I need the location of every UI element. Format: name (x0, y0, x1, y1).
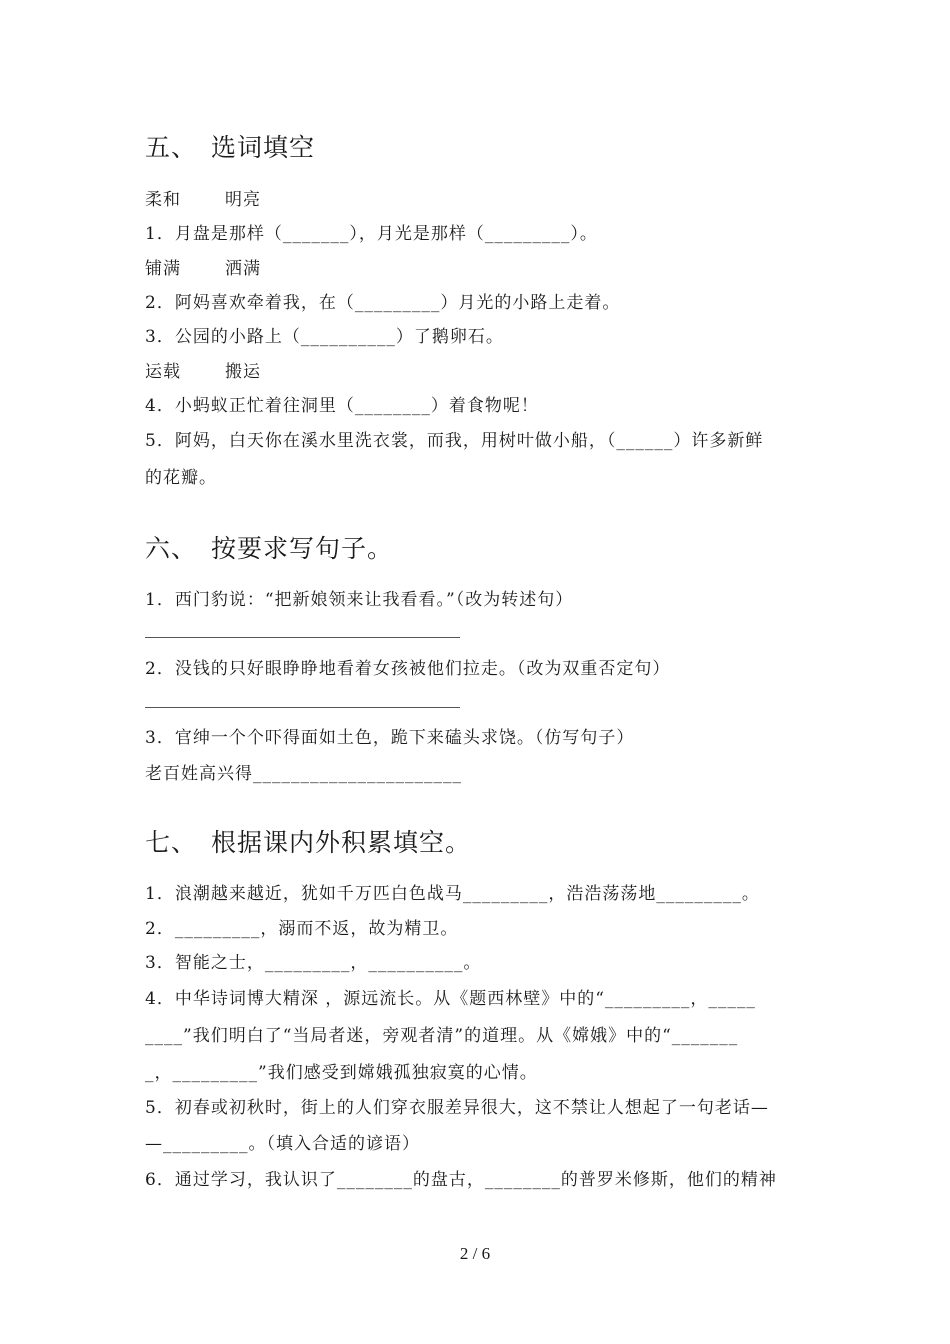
question-7-5-line2: —_________。（填入合适的谚语） (145, 1134, 420, 1154)
question-5-3: 3．公园的小路上（__________）了鹅卵石。 (145, 327, 504, 347)
question-5-5-line2: 的花瓣。 (145, 468, 217, 488)
question-5-2: 2．阿妈喜欢牵着我，在（_________）月光的小路上走着。 (145, 293, 621, 313)
section-5-heading (145, 128, 315, 164)
word-choice: 柔和 (145, 190, 181, 210)
question-6-2: 2．没钱的只好眼睁睁地看着女孩被他们拉走。（改为双重否定句） (145, 659, 671, 679)
section-7-title: 根据课内外积累填空。 (211, 828, 472, 857)
section-5-number: 五、 (145, 133, 198, 162)
section-6-number: 六、 (145, 534, 198, 563)
question-7-4-line1: 4．中华诗词博大精深 ，源远流长。从《题西林壁》中的“_________，_____ (145, 989, 756, 1009)
answer-line (145, 707, 460, 708)
question-6-3: 3．官绅一个个吓得面如土色，跪下来磕头求饶。（仿写句子） (145, 728, 635, 748)
word-choice: 搬运 (225, 362, 261, 382)
question-7-1: 1．浪潮越来越近，犹如千万匹白色战马_________，浩浩荡荡地_________。 (145, 884, 760, 904)
question-7-4-line2: ____”我们明白了“当局者迷，旁观者清”的道理。从《嫦娥》中的“_______ (145, 1026, 739, 1046)
question-7-2: 2．_________，溺而不返，故为精卫。 (145, 919, 459, 939)
word-choice: 明亮 (225, 190, 261, 210)
question-7-6-line1: 6．通过学习，我认识了________的盘古，________的普罗米修斯，他们的精神 (145, 1170, 777, 1190)
section-6-title: 按要求写句子。 (211, 534, 394, 563)
question-7-4-line3: _，_________”我们感受到嫦娥孤独寂寞的心情。 (145, 1063, 538, 1083)
section-6-heading (145, 529, 393, 565)
word-choices-a (145, 185, 261, 210)
question-7-3: 3．智能之士，_________，__________。 (145, 953, 482, 973)
section-7-heading (145, 823, 471, 859)
section-7-number: 七、 (145, 828, 198, 857)
question-7-5-line1: 5．初春或初秋时，街上的人们穿衣服差异很大，这不禁让人想起了一句老话— (145, 1098, 769, 1118)
question-5-1: 1．月盘是那样（_______），月光是那样（_________）。 (145, 224, 598, 244)
word-choice: 运载 (145, 362, 181, 382)
word-choices-b (145, 254, 261, 279)
word-choices-c (145, 357, 261, 382)
word-choice: 洒满 (225, 259, 261, 279)
question-6-1: 1．西门豹说：“把新娘领来让我看看。”（改为转述句） (145, 590, 574, 610)
section-5-title: 选词填空 (211, 133, 316, 162)
page-number: 2 / 6 (459, 1244, 491, 1263)
question-5-5-line1: 5．阿妈，白天你在溪水里洗衣裳，而我，用树叶做小船，（______）许多新鲜 (145, 431, 764, 451)
answer-line (145, 637, 460, 638)
question-6-3-prompt: 老百姓高兴得______________________ (145, 764, 462, 784)
question-5-4: 4．小蚂蚁正忙着往洞里（________）着食物呢！ (145, 396, 539, 416)
word-choice: 铺满 (145, 259, 181, 279)
